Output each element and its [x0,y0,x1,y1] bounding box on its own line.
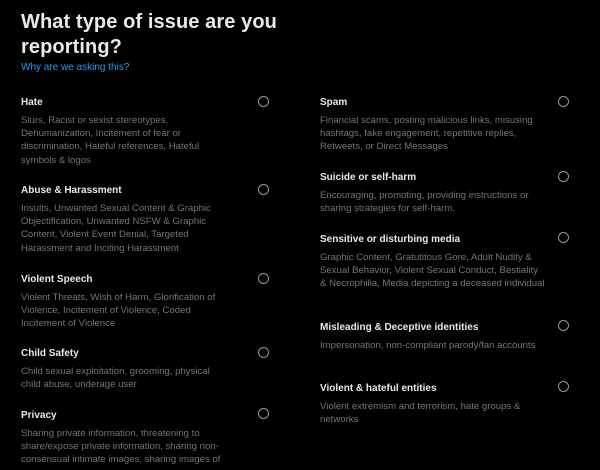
option-label: Hate [21,97,43,108]
option-suicide-self-harm[interactable] [320,171,545,215]
option-label: Sensitive or disturbing media [320,234,461,245]
option-description: Financial scams, posting malicious links, misusing hashtags, fake engagement, repetitive replies, Retweets, or Direct Messages [320,115,533,153]
option-label: Misleading & Deceptive identities [320,322,479,333]
radio-spam[interactable] [558,96,569,107]
option-violent-speech[interactable] [21,273,231,331]
option-description: Violent extremism and terrorism, hate groups & networks [320,401,521,426]
option-abuse-harassment[interactable] [21,184,231,255]
page-title: What type of issue are you reporting? [21,11,277,58]
radio-misleading-identities[interactable] [558,320,569,331]
option-spam[interactable] [320,96,545,154]
option-label: Abuse & Harassment [21,185,122,196]
option-label: Violent & hateful entities [320,383,437,394]
option-description: Graphic Content, Gratutitous Gore, Adult Nudity & Sexual Behavior, Violent Sexual Conduct, Bestiality & Necrophilia, Media depicting a deceased individual [320,252,545,290]
option-label: Suicide or self-harm [320,172,417,183]
radio-child-safety[interactable] [258,347,269,358]
radio-suicide-self-harm[interactable] [558,171,569,182]
option-description: Insults, Unwanted Sexual Content & Graphic Objectification, Unwanted NSFW & Graphic Content, Violent Event Denial, Targeted Harassment and Inciting Harassment [21,203,211,254]
option-description: Impersonation, non-compliant parody/fan accounts [320,340,536,351]
radio-sensitive-media[interactable] [558,232,569,243]
option-description: Sharing private information, threatening to share/expose private information, sharing non-consensual intimate images, sharing images of [21,428,221,466]
option-sensitive-media[interactable] [320,233,545,291]
option-misleading-identities[interactable] [320,321,545,352]
why-asking-link[interactable]: Why are we asking this? [21,62,130,73]
radio-hate[interactable] [258,96,269,107]
radio-violent-hateful-entities[interactable] [558,381,569,392]
option-description: Slurs, Racist or sexist stereotypes, Dehumanization, Incitement of fear or discrimination, Hateful references, Hateful symbols & logos [21,115,200,166]
option-description: Encouraging, promoting, providing instructions or sharing strategies for self-harm. [320,190,529,215]
option-privacy[interactable] [21,409,231,467]
option-label: Child Safety [21,348,79,359]
option-label: Violent Speech [21,274,93,285]
radio-violent-speech[interactable] [258,273,269,284]
radio-privacy[interactable] [258,408,269,419]
option-hate[interactable] [21,96,231,167]
option-description: Violent Threats, Wish of Harm, Glorification of Violence, Incitement of Violence, Coded Incitement of Violence [21,292,216,330]
option-label: Privacy [21,410,57,421]
option-child-safety[interactable] [21,347,231,391]
radio-abuse-harassment[interactable] [258,184,269,195]
option-label: Spam [320,97,348,108]
option-violent-hateful-entities[interactable] [320,382,545,426]
option-description: Child sexual exploitation, grooming, physical child abuse, underage user [21,366,210,391]
